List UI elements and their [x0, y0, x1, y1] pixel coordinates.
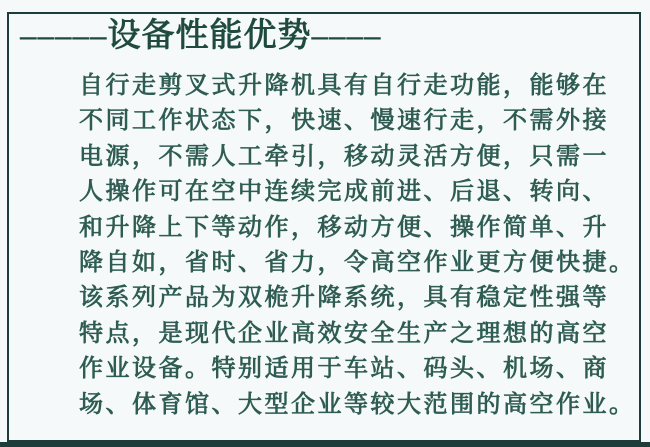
body-text — [79, 69, 636, 423]
body-text-line: 自行走剪叉式升降机具有自行走功能，能够在 — [79, 73, 609, 99]
section-title: –––––设备性能优势–––– — [20, 18, 382, 54]
body-text-line: 降自如，省时、省力，令高空作业更方便快捷。 — [79, 250, 636, 277]
body-text-line: 人操作可在空中连续完成前进、后退、转向、 — [79, 179, 609, 206]
body-text-line: 不同工作状态下，快速、慢速行走，不需外接 — [79, 108, 609, 135]
body-text-line: 特点，是现代企业高效安全生产之理想的高空 — [79, 320, 609, 347]
body-text-line: 场、体育馆、大型企业等较大范围的高空作业。 — [79, 391, 636, 418]
body-text-line: 该系列产品为双桅升降系统，具有稳定性强等 — [79, 285, 609, 312]
body-text-line: 作业设备。特别适用于车站、码头、机场、商 — [79, 356, 609, 383]
body-text-line: 和升降上下等动作，移动方便、操作简单、升 — [79, 214, 609, 241]
body-text-line: 电源，不需人工牵引，移动灵活方便，只需一 — [79, 143, 609, 170]
bottom-accent-bar — [0, 442, 650, 447]
